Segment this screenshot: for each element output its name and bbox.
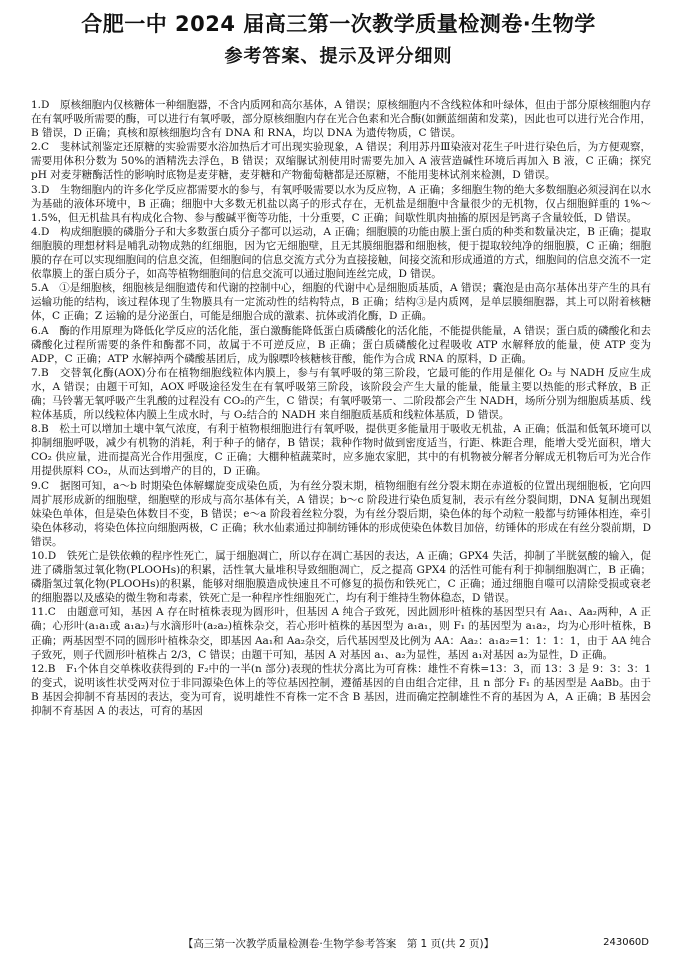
item-answer: B	[47, 662, 56, 675]
answer-item-9	[31, 479, 651, 549]
item-number: 1.	[31, 99, 42, 111]
document-title: 合肥一中 2024 届高三第一次教学质量检测卷·生物学	[81, 12, 596, 36]
answer-item-5	[31, 281, 651, 323]
answer-item-6	[31, 324, 651, 366]
item-number: 5.	[31, 282, 42, 295]
item-explanation: 交替氧化酶(AOX)分布在植物细胞线粒体内膜上，参与有氧呼吸的第三阶段，它最可能的作用是催化 O₂ 与 NADH 反应生成水，A 错误；由题干可知，AOX 呼吸途径发生在有氧呼吸第三阶段，该阶段会产生大量的能量，能量主要以热能的形式释放，B 正确；马铃薯无氧呼吸产生乳酸的过程没有 CO₂的产生，C 错误；有氧呼吸第一、二阶段都会产生 NADH，场所分别为细胞质基质、线粒体基质，所以线粒体内膜上生成水时，与 O₂结合的 NADH 来自细胞质基质和线粒体基质，D 错误。	[31, 366, 652, 422]
item-explanation: 松土可以增加土壤中氧气浓度，有利于植物根细胞进行有氧呼吸，提供更多能量用于吸收无机盐，A 正确；低温和低氧环境可以抑制细胞呼吸，减少有机物的消耗，利于种子的储存，B 错误；栽种作物时做到密度适当，行距、株距合理，能增大受光面积，增大 CO₂ 供应量，进而提高光合作用强度，C 正确；大棚种植蔬菜时，应多施农家肥，其中的有机物被分解者分解成无机物后可为光合作用提供原料 CO₂，从而达到增产的目的，D 正确。	[31, 423, 652, 478]
answer-list	[31, 98, 651, 718]
item-answer: D	[41, 225, 50, 238]
item-number: 6.	[31, 324, 42, 337]
answer-item-12	[31, 662, 651, 718]
item-answer: C	[47, 606, 56, 619]
item-answer: B	[41, 366, 49, 379]
item-explanation: 铁死亡是铁依赖的程序性死亡，属于细胞凋亡，所以存在凋亡基因的表达，A 正确；GPX4 失活，抑制了半胱氨酸的输入，促进了磷脂氢过氧化物(PLOOHs)的积累，活性氧大量堆积导致细胞凋亡，反之提高 GPX4 的活性可能有利于抑制细胞凋亡，B 正确；磷脂氢过氧化物(PLOOHs)的积累，能够对细胞膜造成快速且不可修复的损伤和铁死亡，C 正确；通过细胞自噬可以清除受损或衰老的细胞器以及感染的微生物和毒素，铁死亡是一种程序性细胞死亡，均有利于维持生物体稳态，D 错误。	[31, 550, 652, 605]
item-number: 11.	[31, 606, 48, 619]
answer-item-3	[31, 183, 651, 225]
footer-page-info: 【高三第一次教学质量检测卷·生物学参考答案 第 1 页(共 2 页)】	[182, 938, 495, 950]
item-answer: A	[41, 282, 49, 295]
answer-item-11	[31, 605, 651, 661]
answer-item-1	[31, 98, 651, 140]
item-number: 7.	[31, 366, 42, 379]
item-answer: C	[41, 479, 50, 492]
item-number: 9.	[31, 479, 42, 492]
item-number: 4.	[31, 225, 42, 238]
item-answer: C	[41, 141, 50, 154]
answer-item-7	[31, 366, 651, 422]
answer-item-2	[31, 140, 651, 182]
item-number: 2.	[31, 141, 42, 154]
footer-paper-code: 243060D	[603, 937, 649, 948]
answer-item-8	[31, 422, 651, 478]
item-number: 8.	[31, 423, 42, 436]
item-number: 10.	[31, 550, 48, 562]
item-explanation: 酶的作用原理为降低化学反应的活化能，蛋白激酶能降低蛋白质磷酸化的活化能，不能提供能量，A 错误；蛋白质的磷酸化和去磷酸化过程所需要的条件和酶都不同，故属于不可逆反应，B 正确；蛋白质磷酸化过程吸收 ATP 水解释放的能量，使 ATP 变为 ADP，C 正确；ATP 水解掉两个磷酸基团后，成为腺嘌呤核糖核苷酸，能作为合成 RNA 的原料，D 正确。	[31, 324, 651, 365]
item-answer: D	[47, 550, 57, 562]
answer-item-4	[31, 225, 651, 281]
item-explanation: 斐林试剂鉴定还原糖的实验需要水浴加热后才可出现实验现象，A 错误；利用苏丹Ⅲ染液对花生子叶进行染色后，为方便观察，需要用体积分数为 50%的酒精洗去浮色，B 错误；双缩脲试剂使用时需要先加入 A 液营造碱性环境后再加入 B 液，C 正确；探究 pH 对麦芽糖酶活性的影响时底物是麦芽糖，麦芽糖和产物葡萄糖都是还原糖，不能用斐林试剂来检测，D 错误。	[31, 141, 652, 182]
answer-item-10	[31, 549, 651, 605]
item-answer: D	[41, 99, 50, 111]
item-explanation: ①是细胞核，细胞核是细胞遗传和代谢的控制中心，细胞的代谢中心是细胞质基质，A 错误；囊泡是由高尔基体出芽产生的具有运输功能的结构，该过程体现了生物膜具有一定流动性的结构特点，B 正确；结构③是内质网，是单层膜细胞器，其上可以附着核糖体，C 正确；Z 运输的是分泌蛋白，可能是细胞合成的激素、抗体或消化酶，D 正确。	[31, 282, 651, 323]
item-answer: A	[41, 324, 49, 337]
item-number: 3.	[31, 183, 42, 196]
item-explanation: F₁个体自交单株收获得到的 F₂中的一半(n 部分)表现的性状分离比为可育株：雄性不育株=13：3，而 13：3 是 9：3：3：1 的变式，说明该性状受两对位于非同源染色体上的等位基因控制，遵循基因的自由组合定律，且 n 部分 F₁ 的基因型是 AaBb。由于 B 基因会抑制不育基因的表达，变为可育，说明雄性不育株一定不含 B 基因，进而确定控制雄性不育的基因为 A，A 正确；B 基因会抑制不育基因 A 的表达，可育的基因	[31, 662, 652, 718]
item-answer: B	[41, 423, 49, 436]
item-explanation: 构成细胞膜的磷脂分子和大多数蛋白质分子都可以运动，A 正确；细胞膜的功能由膜上蛋白质的种类和数量决定，B 正确；提取细胞膜的理想材料是哺乳动物成熟的红细胞，因为它无细胞壁，且无其膜细胞器和细胞核，便于提取较纯净的细胞膜，C 正确；细胞膜的存在可以实现细胞间的信息交流，但细胞间的信息交流方式分为直接接触，间接交流和形成通道的方式，细胞间的信息交流不一定依靠膜上的蛋白质分子，如高等植物细胞间的信息交流可以通过胞间连丝完成，D 错误。	[31, 225, 651, 281]
item-explanation: 由题意可知，基因 A 存在时植株表现为圆形叶，但基因 A 纯合子致死，因此圆形叶植株的基因型只有 Aa₁、Aa₂两种，A 正确；心形叶(a₁a₁或 a₁a₂)与水滴形叶(a₂a₂)植株杂交，若心形叶植株的基因型为 a₁a₁，则 F₁ 的基因型为 a₁a₂，均为心形叶植株，B 正确；两基因型不同的圆形叶植株杂交，即基因 Aa₁和 Aa₂杂交，后代基因型及比例为 AA：Aa₂：a₁a₂=1：1：1：1，由于 AA 纯合子致死，则子代圆形叶植株占 2/3，C 错误；由题干可知，基因 A 对基因 a₁、a₂为显性，基因 a₁对基因 a₂为显性，D 正确。	[31, 606, 651, 661]
item-answer: D	[41, 183, 50, 196]
item-explanation: 原核细胞内仅核糖体一种细胞器，不含内质网和高尔基体，A 错误；原核细胞内不含线粒体和叶绿体，但由于部分原核细胞内存在有氧呼吸所需要的酶，可以进行有氧呼吸，部分原核细胞内存在光合色素和光合酶(如颤蓝细菌和发菜)，因此也可以进行光合作用，B 错误，D 正确；真核和原核细胞均含有 DNA 和 RNA，均以 DNA 为遗传物质，C 错误。	[31, 99, 651, 140]
item-number: 12.	[31, 662, 48, 675]
item-explanation: 据图可知，a～b 时期染色体解螺旋变成染色质，为有丝分裂末期，植物细胞有丝分裂末期在赤道板的位置出现细胞板，它向四周扩展形成新的细胞壁，细胞壁的形成与高尔基体有关，A 错误；b～c 阶段进行染色质复制，表示有丝分裂间期，DNA 复制出现姐妹染色单体，但是染色体数目不变，B 错误；e～a 阶段着丝粒分裂，为有丝分裂后期，染色体的每个动粒一般都与纺锤体相连，牵引染色体移动，将染色体拉向细胞两极，C 正确；秋水仙素通过抑制纺锤体的形成使染色体数目加倍，纺锤体的形成在有丝分裂前期，D 错误。	[31, 479, 652, 548]
document-subtitle: 参考答案、提示及评分细则	[224, 46, 453, 67]
page-footer	[0, 936, 677, 954]
item-explanation: 生物细胞内的许多化学反应都需要水的参与，有氧呼吸需要以水为反应物，A 正确；多细胞生物的绝大多数细胞必须浸润在以水为基础的液体环境中，B 正确；细胞中大多数无机盐以离子的形式存在，无机盐是细胞中含量很少的无机物，仅占细胞鲜重的 1%～1.5%，但无机盐具有构成化合物、参与酸碱平衡等功能，十分重要，C 正确；间歇性肌肉抽搐的原因是钙离子含量较低，D 错误。	[31, 183, 651, 224]
